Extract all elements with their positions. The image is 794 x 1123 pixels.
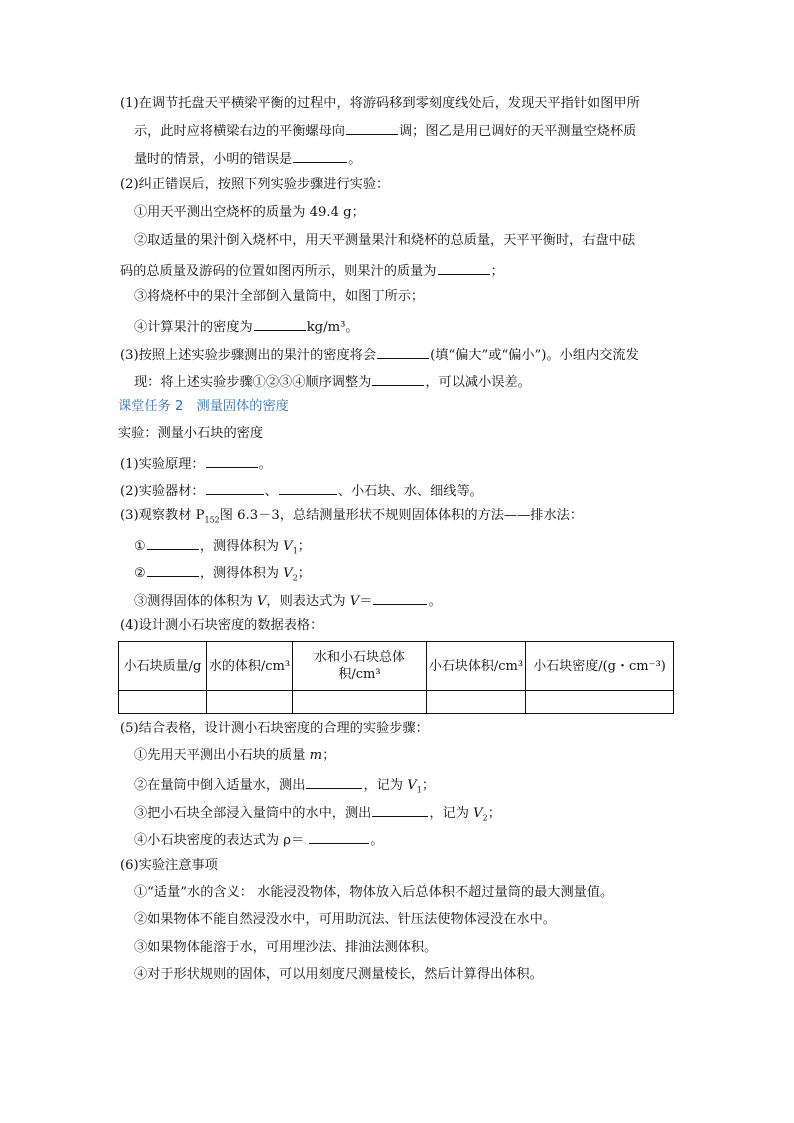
question-text: ； <box>297 566 311 581</box>
answer-blank[interactable] <box>372 371 424 386</box>
answer-blank[interactable] <box>206 453 258 468</box>
question-text: (3)观察教材 P <box>120 508 205 523</box>
question-2-step-2-line-1 <box>134 232 635 250</box>
variable: m <box>309 748 323 763</box>
question-text: (2)实验器材： <box>120 484 205 499</box>
question-text: 、小石块、水、细线等。 <box>337 484 483 499</box>
question-text: 示，此时应将横梁右边的平衡螺母向 <box>134 124 345 139</box>
question-text: ②在量筒中倒入适量水，测出 <box>134 778 306 793</box>
variable: V <box>407 778 417 793</box>
question-text: (1)实验原理： <box>120 457 205 472</box>
variable: V <box>256 594 267 609</box>
question-text: 量时的情景，小明的错误是 <box>134 152 293 167</box>
question-text: (2)纠正错误后，按照下列实验步骤进行实验： <box>120 177 390 192</box>
answer-blank[interactable] <box>147 562 199 577</box>
table-cell[interactable] <box>207 691 293 714</box>
question-text: 。 <box>348 152 362 167</box>
question-text: ； <box>297 539 311 554</box>
question-text: ，记为 <box>429 806 474 821</box>
question-text: ① <box>134 539 146 554</box>
question-1-line-3 <box>134 148 361 169</box>
question-text: ＝ <box>359 594 373 609</box>
variable: V <box>283 566 293 581</box>
design-step-3 <box>134 802 501 828</box>
variable-subscript: 2 <box>292 573 298 583</box>
answer-blank[interactable] <box>206 480 264 495</box>
question-text: 、 <box>264 484 278 499</box>
data-table <box>118 641 674 714</box>
table-header-cell: 水和小石块总体积/cm³ <box>293 642 427 691</box>
design-step-1 <box>134 747 335 765</box>
question-text: ④计算果汁的密度为 <box>134 320 253 335</box>
table-cell[interactable] <box>293 691 427 714</box>
variable: V <box>473 806 483 821</box>
question-3-line-1 <box>120 344 639 365</box>
note-4: ④对于形状规则的固体，可以用刻度尺测量棱长，然后计算得出体积。 <box>134 967 543 982</box>
answer-blank[interactable] <box>438 260 490 275</box>
variable-subscript: 2 <box>482 813 488 823</box>
method-step-2 <box>134 562 311 588</box>
question-text: ，测得体积为 <box>199 566 284 581</box>
answer-blank[interactable] <box>309 829 369 844</box>
table-cell[interactable] <box>119 691 207 714</box>
question-text: ，可以减小误差。 <box>425 375 531 390</box>
answer-blank[interactable] <box>373 590 427 605</box>
question-text: ①用天平测出空烧杯的质量为 49.4 g； <box>134 205 365 220</box>
answer-blank[interactable] <box>147 535 199 550</box>
question-text: ③把小石块全部浸入量筒中的水中，测出 <box>134 806 372 821</box>
experiment-title: 实验：测量小石块的密度 <box>118 426 264 441</box>
question-text: ； <box>421 778 436 793</box>
question-2-step-2-line-2 <box>120 260 504 281</box>
page-subscript: 152 <box>204 515 220 525</box>
observe-line <box>120 507 583 530</box>
question-text: (1)在调节托盘天平横梁平衡的过程中，将游码移到零刻度线处后，发现天平指针如图甲所 <box>120 96 640 111</box>
question-text: ② <box>134 566 146 581</box>
variable: V <box>283 539 293 554</box>
question-text: ，则表达式为 <box>266 594 350 609</box>
question-text: ③将烧杯中的果汁全部倒入量筒中，如图丁所示； <box>134 289 425 304</box>
question-text: ； <box>322 748 336 763</box>
table-header-cell: 水的体积/cm³ <box>207 642 293 691</box>
answer-blank[interactable] <box>279 480 337 495</box>
question-text: 。 <box>258 457 272 472</box>
question-text: ④小石块密度的表达式为 ρ＝ <box>134 833 309 848</box>
question-text: ； <box>490 264 504 279</box>
table-cell[interactable] <box>427 691 526 714</box>
variable: V <box>349 594 360 609</box>
question-1-line-1 <box>120 95 640 113</box>
steps-title: (5)结合表格，设计测小石块密度的合理的实验步骤： <box>120 721 429 736</box>
table-header-cell: 小石块体积/cm³ <box>427 642 526 691</box>
notes-title: (6)实验注意事项 <box>120 858 218 873</box>
question-text: (填“偏大”或“偏小”)。小组内交流发 <box>430 348 639 363</box>
question-text: ，记为 <box>363 778 408 793</box>
question-2-step-1 <box>134 204 365 222</box>
table-header-row <box>119 642 674 691</box>
question-text: ①先用天平测出小石块的质量 <box>134 748 310 763</box>
variable-subscript: 1 <box>292 546 298 556</box>
question-text: ③测得固体的体积为 <box>134 594 257 609</box>
answer-blank[interactable] <box>306 774 362 789</box>
question-text: kg/m³。 <box>306 320 359 335</box>
method-step-1 <box>134 535 311 561</box>
task-2-title: 课堂任务 2 测量固体的密度 <box>118 399 289 414</box>
question-text: 调；图乙是用已调好的天平测量空烧杯质 <box>399 124 637 139</box>
question-1-line-2 <box>134 120 636 141</box>
note-2: ②如果物体不能自然浸没水中，可用助沉法、针压法使物体浸没在水中。 <box>134 912 556 927</box>
question-3-line-2 <box>134 371 531 392</box>
method-step-3 <box>134 590 442 611</box>
answer-blank[interactable] <box>377 344 429 359</box>
answer-blank[interactable] <box>254 316 306 331</box>
question-text: 。 <box>370 833 384 848</box>
answer-blank[interactable] <box>372 802 428 817</box>
question-text: ； <box>487 806 501 821</box>
principle-line <box>120 453 272 474</box>
table-header-cell: 小石块密度/(g・cm⁻³) <box>526 642 674 691</box>
note-1: ①“适量”水的含义： 水能浸没物体，物体放入后总体积不超过量筒的最大测量值。 <box>134 885 614 900</box>
question-2-step-3 <box>134 288 424 306</box>
question-text: 现：将上述实验步骤①②③④顺序调整为 <box>134 375 372 390</box>
answer-blank[interactable] <box>293 148 347 163</box>
variable-subscript: 1 <box>416 785 422 795</box>
design-table-line: (4)设计测小石块密度的数据表格： <box>120 618 324 633</box>
design-step-4 <box>134 829 384 850</box>
note-3: ③如果物体能溶于水，可用埋沙法、排油法测体积。 <box>134 940 438 955</box>
question-text: 图 6.3－3，总结测量形状不规则固体体积的方法——排水法： <box>219 508 584 523</box>
question-text: (3)按照上述实验步骤测出的果汁的密度将会 <box>120 348 377 363</box>
design-step-2 <box>134 774 435 800</box>
question-2-line-1 <box>120 176 389 194</box>
equipment-line <box>120 480 483 501</box>
answer-blank[interactable] <box>346 120 398 135</box>
question-text: ，测得体积为 <box>199 539 284 554</box>
question-2-step-4 <box>134 316 359 337</box>
table-header-cell: 小石块质量/g <box>119 642 207 691</box>
question-text: ②取适量的果汁倒入烧杯中，用天平测量果汁和烧杯的总质量，天平平衡时，右盘中砝 <box>134 233 636 248</box>
question-text: 。 <box>428 594 442 609</box>
table-cell[interactable] <box>526 691 674 714</box>
question-text: 码的总质量及游码的位置如图丙所示，则果汁的质量为 <box>120 264 437 279</box>
table-row <box>119 691 674 714</box>
